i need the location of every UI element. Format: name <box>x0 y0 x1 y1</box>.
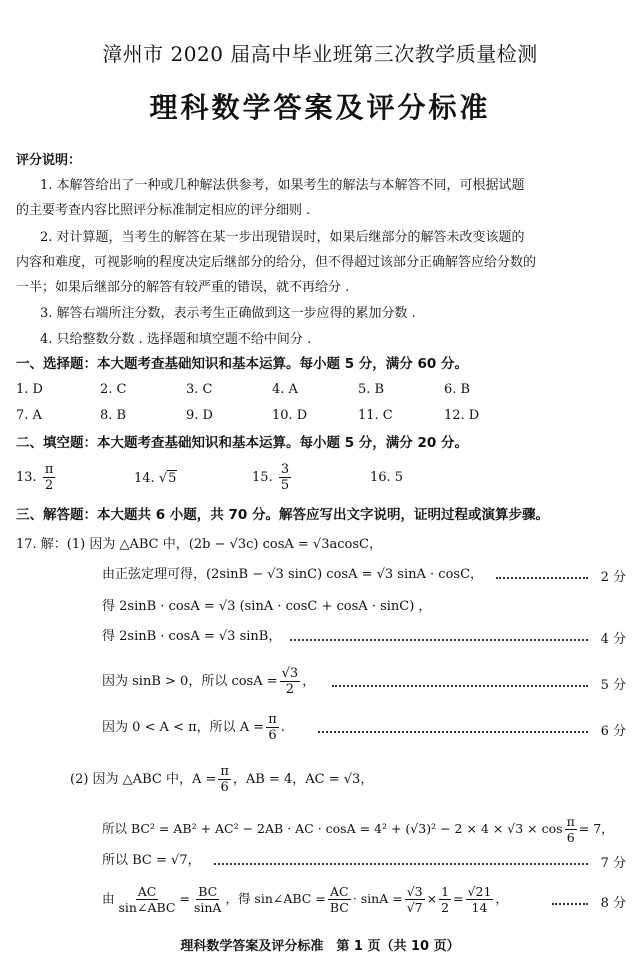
fraction: $\frac{BC}{\sin A}$ <box>193 884 222 915</box>
fraction: $\frac{AC}{BC}$ <box>329 884 349 915</box>
solution-17-line5: 因为 sinB > 0，所以 cosA = $\frac{√3}{2}$ ， <box>102 666 316 697</box>
fraction: $\frac{\pi}{6}$ <box>566 814 575 845</box>
score-5: 5 分 <box>600 678 626 693</box>
solution-17-line2: 由正弦定理可得，(2sinB − √3 sinC) cosA = √3 sinA · cosC， <box>102 567 484 582</box>
fraction: $\frac{1}{2}$ <box>441 884 450 915</box>
answer-13: 13. $\frac{\pi}{2}$ <box>16 462 54 493</box>
solution-17-line8: 所以 BC² = AB² + AC² − 2AB · AC · cosA = 4² + (√3)² − 2 × 4 × √3 × cos $\frac{\pi}{6}$ = 7， <box>102 814 614 845</box>
fraction: $\frac{AC}{\text{sin∠ABC}}$ <box>118 884 176 915</box>
answer-13-fraction: $\frac{\pi}{2}$ <box>44 462 54 493</box>
fraction: $\frac{√3}{2}$ <box>281 666 299 697</box>
answer-4: 4. A <box>272 382 298 397</box>
dot-leader <box>552 902 588 905</box>
solution-17-line7: (2) 因为 △ABC 中，A = $\frac{\pi}{6}$ ，AB = 4，AC = √3， <box>70 764 374 795</box>
document-title: 理科数学答案及评分标准 <box>149 91 491 124</box>
fraction: $\frac{\pi}{6}$ <box>268 712 277 743</box>
dot-leader <box>496 576 588 579</box>
answer-9: 9. D <box>186 408 213 423</box>
section1-heading: 一、选择题：本大题考查基础知识和基本运算。每小题 5 分，满分 60 分。 <box>16 356 468 372</box>
section2-heading: 二、填空题：本大题考查基础知识和基本运算。每小题 5 分，满分 20 分。 <box>16 435 468 451</box>
answer-6: 6. B <box>444 382 471 397</box>
answer-12: 12. D <box>444 408 480 423</box>
answer-7: 7. A <box>16 408 42 423</box>
fraction: $\frac{√3}{√7}$ <box>406 884 423 915</box>
note-4: 4. 只给整数分数 . 选择题和填空题不给中间分 . <box>40 332 312 347</box>
answer-1: 1. D <box>16 382 43 397</box>
score-7: 7 分 <box>600 856 626 871</box>
dot-leader <box>214 862 588 865</box>
answer-5: 5. B <box>358 382 385 397</box>
answer-10: 10. D <box>272 408 308 423</box>
solution-17-line1: 17. 解：(1) 因为 △ABC 中，(2b − √3c) cosA = √3acosC， <box>16 537 382 552</box>
dot-leader <box>290 638 588 641</box>
answer-15-fraction: $\frac{3}{5}$ <box>280 462 290 493</box>
section3-heading: 三、解答题：本大题共 6 小题，共 70 分。解答应写出文字说明，证明过程或演算步骤。 <box>16 507 549 523</box>
answer-14: 14. √5 <box>134 471 177 486</box>
exam-title: 漳州市 2020 届高中毕业班第三次教学质量检测 <box>102 42 538 66</box>
score-6: 6 分 <box>600 724 626 739</box>
fraction: $\frac{√21}{14}$ <box>467 884 492 915</box>
solution-17-line4: 得 2sinB · cosA = √3 sinB， <box>102 629 282 644</box>
note-2c: 一半；如果后继部分的解答有较严重的错误，就不再给分 . <box>16 280 350 295</box>
answer-2: 2. C <box>100 382 127 397</box>
score-4: 4 分 <box>600 632 626 647</box>
answer-11: 11. C <box>358 408 393 423</box>
solution-17-line6: 因为 0 < A < π，所以 A = $\frac{\pi}{6}$ . <box>102 712 285 743</box>
page-footer: 理科数学答案及评分标准 第 1 页（共 10 页） <box>180 939 460 954</box>
solution-17-line10: 由 $\frac{AC}{\text{sin∠ABC}}$ = $\frac{BC}{\sin A}$ ，得 sin∠ABC = $\frac{AC}{BC}$ · sinA = $\frac{√3}{√7}$ × $\frac{1}{2}$ = $\frac{√21}{14}$ ， <box>102 884 508 915</box>
answer-3: 3. C <box>186 382 213 397</box>
score-8: 8 分 <box>600 896 626 911</box>
solution-17-line3: 得 2sinB · cosA = √3 (sinA · cosC + cosA · sinC) ， <box>102 599 432 614</box>
notes-heading: 评分说明： <box>16 153 82 168</box>
note-1a: 1. 本解答给出了一种或几种解法供参考，如果考生的解法与本解答不同，可根据试题 <box>40 178 525 193</box>
score-2: 2 分 <box>600 570 626 585</box>
note-1b: 的主要考查内容比照评分标准制定相应的评分细则 . <box>16 203 311 218</box>
solution-17-line9: 所以 BC = √7， <box>102 853 201 868</box>
note-2a: 2. 对计算题，当考生的解答在某一步出现错误时，如果后继部分的解答未改变该题的 <box>40 230 525 245</box>
dot-leader <box>332 684 588 687</box>
answer-8: 8. B <box>100 408 127 423</box>
note-3: 3. 解答右端所注分数，表示考生正确做到这一步应得的累加分数 . <box>40 306 416 321</box>
fraction: $\frac{\pi}{6}$ <box>220 764 229 795</box>
note-2b: 内容和难度，可视影响的程度决定后继部分的给分，但不得超过该部分正确解答应给分数的 <box>16 255 537 270</box>
dot-leader <box>318 730 588 733</box>
answer-16: 16. 5 <box>370 470 404 485</box>
answer-15: 15. $\frac{3}{5}$ <box>252 462 290 493</box>
